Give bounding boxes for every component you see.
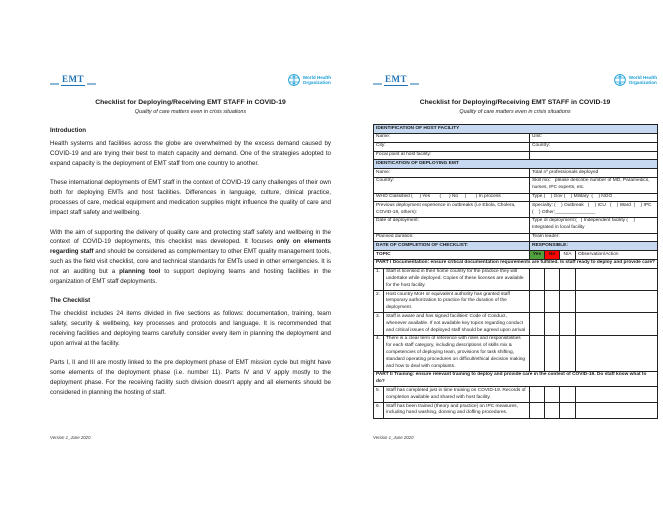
intro-paragraph-2: These international deployments of EMT staff in the context of COVID-19 carry challenges of their own both for deploying EMTs and host facilities. Differences in language, culture, clinical practice, processes of care, medical equipment and medication supplies might influence the quality of care and impact staff safety and wellbeing. <box>50 179 331 216</box>
field-label-specialty: Specialty: ( ) Outbreak ( ) ICU ( ) Ward ( ) IPC ( ) Other:_______________ <box>530 202 658 218</box>
who-logo-line1: World Health <box>628 74 657 80</box>
observation-cell <box>576 268 658 290</box>
page-2 <box>373 70 657 470</box>
page-1 <box>50 70 331 470</box>
no-checkbox-cell <box>545 291 560 313</box>
document-body <box>50 126 331 397</box>
document-subtitle: Quality of care matters even in crisis situations <box>134 109 247 116</box>
observation-cell <box>576 335 658 371</box>
checklist-table <box>373 124 658 418</box>
document-title: Checklist for Deploying/Receiving EMT STAFF in COVID-19 <box>419 99 611 106</box>
field-label-emt-country: Country: <box>374 177 530 193</box>
no-checkbox-cell <box>545 403 560 419</box>
checklist-item-row <box>374 403 658 419</box>
field-label-unit: Unit: <box>530 133 658 142</box>
item-text: There is a clear term of reference with roles and responsibilities for each staff category, including descriptions of skills mix & competencies of deploying team, provisions for task shifting, standard operating procedures on difficult/ethical decision making and how to deal with complaints. <box>384 335 530 371</box>
emt-logo-line <box>50 83 59 85</box>
field-label-total-professionals: Total nº professionals deployed <box>530 169 658 178</box>
observation-cell <box>576 291 658 313</box>
document-header <box>373 70 657 90</box>
no-checkbox-cell <box>545 313 560 335</box>
table-row <box>374 169 658 178</box>
who-logo <box>287 73 331 87</box>
emt-logo-line <box>87 83 96 85</box>
field-label-emt-name: Name: <box>374 169 530 178</box>
table-row <box>374 177 658 193</box>
table-row <box>374 151 658 160</box>
checklist-item-row <box>374 313 658 335</box>
field-label-previous-deployment: Previous deployment experience in outbreaks (i.e Ebola, Cholera, COVID-19, others): <box>374 202 530 218</box>
checklist-item-row <box>374 268 658 290</box>
table-row <box>374 202 658 218</box>
yes-checkbox-cell <box>530 268 545 290</box>
item-number: 3. <box>374 313 384 335</box>
observation-cell <box>576 313 658 335</box>
item-text: Staff is aware and has signed facilities' Code of Conduct, whenever available. If not available key topics regarding conduct and critical issues of deployed staff should be agreed upon arrival <box>384 313 530 335</box>
item-number: 1. <box>374 268 384 290</box>
who-logo-text <box>303 75 331 86</box>
intro-p3-bold-2: planning tool <box>119 267 161 275</box>
checklist-item-row <box>374 291 658 313</box>
observation-cell <box>576 387 658 403</box>
page-footer-version: Version 1_June 2020 <box>50 435 91 440</box>
na-checkbox-cell <box>560 403 576 419</box>
intro-p3-text: and should be considered as complementary to other EMT quality management tools, such as the field visit checklist, core and technical standards for EMTs used in other emergencies. It is not an auditing but a <box>50 248 331 275</box>
table-row <box>374 259 658 268</box>
na-checkbox-cell <box>560 335 576 371</box>
field-label-completion-date: DATE OF COMPLETION OF CHECKLIST: <box>374 242 530 251</box>
emt-logo <box>50 75 96 86</box>
intro-paragraph-1: Health systems and facilities across the globe are overwhelmed by the excess demand caused by COVID-19 and are trying their best to match capacity and demand. One of the strategies adopted to expand capacity is the deployment of EMT staff from one country to another. <box>50 139 331 167</box>
table-row <box>374 133 658 142</box>
yes-checkbox-cell <box>530 313 545 335</box>
observation-cell <box>576 403 658 419</box>
column-header-na: N/A <box>560 251 576 260</box>
column-header-topic: TOPIC <box>374 251 530 260</box>
intro-p3-text: With the aim of supporting the delivery of quality care and protecting staff safety and wellbeing in the context of COVID-19 deployments, this checklist was developed. It focuses <box>50 228 331 246</box>
document-subtitle: Quality of care matters even in crisis situations <box>459 109 571 116</box>
yes-checkbox-cell <box>530 387 545 403</box>
table-row <box>374 217 658 233</box>
item-number: 6. <box>374 403 384 419</box>
item-text: Staff has been trained (theory and practice) on IPC measures, including hand washing, donning and doffing procedures. <box>384 403 530 419</box>
table-row <box>374 125 658 134</box>
item-text: Host country MoH or equivalent authority has granted staff temporary authorization to practice for the duration of the deployment. <box>384 291 530 313</box>
na-checkbox-cell <box>560 268 576 290</box>
field-label-name: Name: <box>374 133 530 142</box>
emt-logo-text: EMT <box>62 73 85 84</box>
who-logo-text <box>629 75 657 86</box>
checklist-paragraph-1: The checklist includes 24 items divided in five sections as follows: documentation, training, team safety, security & wellbeing, key processes and protocols and language. It is recommended that receiving facilities and deploying teams carefully consider every item in planning the deployment and upon arrival at the facility. <box>50 310 331 347</box>
table-row <box>374 233 658 242</box>
no-checkbox-cell <box>545 387 560 403</box>
field-label-responsible: RESPONSIBLE: <box>530 242 658 251</box>
field-label-country: Country: <box>530 142 658 151</box>
emt-logo-text: EMT <box>385 73 408 84</box>
checklist-item-row <box>374 335 658 371</box>
yes-checkbox-cell <box>530 403 545 419</box>
document-title: Checklist for Deploying/Receiving EMT STAFF in COVID-19 <box>95 99 286 106</box>
intro-p3-bold-1: only on elements regarding staff <box>50 238 331 256</box>
item-text: Staff has completed just in time training on COVID-19. Records of completion available and shared with host facility. <box>384 387 530 403</box>
who-logo-line1: World Health <box>302 74 331 80</box>
yes-checkbox-cell <box>530 291 545 313</box>
heading-the-checklist: The Checklist <box>50 297 91 305</box>
table-row <box>374 371 658 387</box>
field-label-planned-duration: Planned duration: <box>374 233 530 242</box>
item-text: Staff is licensed in their home country for the practice they will undertake while deployed. Copies of these licenses are available for the host facility. <box>384 268 530 290</box>
who-logo <box>613 73 657 87</box>
item-number: 4. <box>374 335 384 371</box>
part1-header: PART I Documentation: ensure critical documentation requirements are fulfilled. Is staff ready to deploy and provide care? <box>374 259 658 268</box>
table-row <box>374 142 658 151</box>
no-checkbox-cell <box>545 335 560 371</box>
heading-introduction: Introduction <box>50 127 87 135</box>
checklist-item-row <box>374 387 658 403</box>
field-label-type: Type ( ) Gov ( ) Military ( ) NGO <box>530 193 658 202</box>
field-label-deployment-type: Type of deployment:( ) Independent facility ( ) Integrated in local facility <box>530 217 658 233</box>
column-header-observation: Observation/Action <box>576 251 658 260</box>
intro-p3-text: to support deploying teams and hosting facilities in the organization of EMT staff deployments. <box>50 267 332 285</box>
no-checkbox-cell <box>545 268 560 290</box>
emt-logo-line <box>373 83 382 85</box>
who-logo-line2: Organization <box>302 80 331 85</box>
table-row <box>374 160 658 169</box>
section-header-deploying-emt: IDENTICATION OF DEPLOYING EMT <box>374 160 658 169</box>
item-number: 5. <box>374 387 384 403</box>
page-footer-version: Version 1_June 2020 <box>373 435 414 440</box>
na-checkbox-cell <box>560 291 576 313</box>
item-number: 2. <box>374 291 384 313</box>
na-checkbox-cell <box>560 313 576 335</box>
part2-header: PART II Training: ensure relevant training to deploy and provide care in the context of COVID-19. Do staff know what to do? <box>374 371 658 387</box>
field-label-skill-mix: Skill mix: please describe number of MD, Paramedics, nurses, IPC experts, etc. <box>530 177 658 193</box>
empty-field-cell <box>530 151 658 160</box>
document-header <box>50 70 331 90</box>
field-label-date-of-deployment: Date of deployment: <box>374 217 530 233</box>
table-row <box>374 193 658 202</box>
who-logo-line2: Organization <box>628 80 657 85</box>
column-header-no: No <box>545 251 560 260</box>
table-row <box>374 242 658 251</box>
emt-logo-line <box>410 83 419 85</box>
section-header-host-facility: IDENTIFICATION OF HOST FACILITY <box>374 125 658 134</box>
field-label-who-classified: WHO Classified ( ) Yes ( ) No ( ) In process <box>374 193 530 202</box>
na-checkbox-cell <box>560 387 576 403</box>
field-label-team-leader: Team leader: <box>530 233 658 242</box>
yes-checkbox-cell <box>530 335 545 371</box>
field-label-city: City: <box>374 142 530 151</box>
column-header-yes: Yes <box>530 251 545 260</box>
who-emblem-icon <box>613 73 627 87</box>
intro-paragraph-3 <box>50 228 331 287</box>
checklist-paragraph-2: Parts I, II and III are mostly linked to the pre deployment phase of EMT mission cycle but might have some elements of the deployment phase (i.e. number 11). Parts IV and V apply mostly to the deployment phase. For the receiving facility such division doesn't apply and all elements should be considered in planning the hosting of staff. <box>50 359 331 396</box>
who-emblem-icon <box>287 73 301 87</box>
table-row <box>374 251 658 260</box>
emt-logo <box>373 75 419 86</box>
field-label-focal-point: Focal point at host facility: <box>374 151 530 160</box>
